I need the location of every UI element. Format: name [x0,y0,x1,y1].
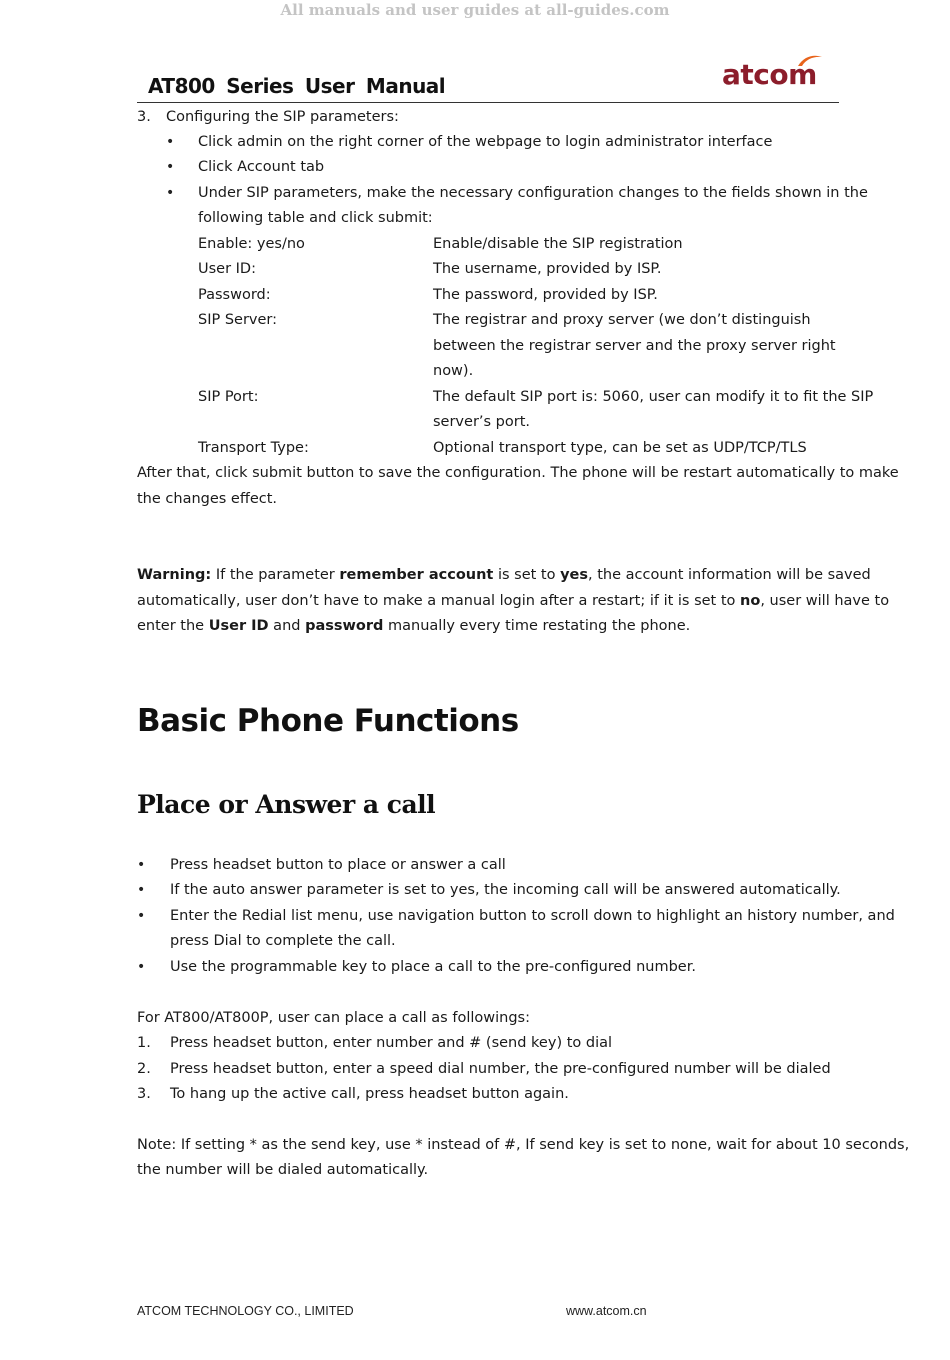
logo-swoosh-icon [796,54,824,68]
after-text: the changes effect. [137,491,278,507]
step-text: Press headset button, enter number and # (send key) to dial [170,1035,613,1051]
footer-company: ATCOM TECHNOLOGY CO., LIMITED [137,1304,354,1318]
step-text: To hang up the active call, press headset button again. [170,1086,569,1102]
param-desc: Optional transport type, can be set as UDP/TCP/TLS [433,440,807,456]
watermark-text: All manuals and user guides at all-guides.com [280,1,670,19]
bullet-icon: • [166,185,175,201]
sip-bullet-text: Under SIP parameters, make the necessary configuration changes to the fields shown in the [198,185,868,201]
param-desc: The username, provided by ISP. [433,261,662,277]
note-text: the number will be dialed automatically. [137,1162,429,1178]
param-label: SIP Port: [198,389,259,405]
call-bullet-text: Use the programmable key to place a call to the pre-configured number. [170,959,696,975]
param-desc: The registrar and proxy server (we don’t distinguish [433,312,811,328]
bullet-icon: • [137,882,146,898]
warning-label: Warning: [137,567,212,583]
sip-bullet-text: Click Account tab [198,159,325,175]
param-desc: between the registrar server and the proxy server right [433,338,836,354]
bullet-icon: • [166,159,175,175]
step-number: 3. [137,109,151,125]
call-bullet-text: press Dial to complete the call. [170,933,396,949]
place-intro: For AT800/AT800P, user can place a call as followings: [137,1010,530,1026]
call-bullet-text: If the auto answer parameter is set to yes, the incoming call will be answered automatically. [170,882,841,898]
bullet-icon: • [137,908,146,924]
param-label: Password: [198,287,271,303]
warning-line: automatically, user don’t have to make a manual login after a restart; if it is set to no, user will have to [137,593,890,609]
call-bullet-text: Press headset button to place or answer a call [170,857,506,873]
manual-title: AT800 Series User Manual [148,74,446,98]
step-number: 3. [137,1086,151,1102]
atcom-logo [722,54,826,90]
param-label: SIP Server: [198,312,278,328]
footer-website: www.atcom.cn [566,1304,647,1318]
bullet-icon: • [137,959,146,975]
step-number: 1. [137,1035,151,1051]
step-title: Configuring the SIP parameters: [166,109,399,125]
call-bullet-text: Enter the Redial list menu, use navigation button to scroll down to highlight an history number, and [170,908,895,924]
header-divider [137,102,839,103]
param-label: User ID: [198,261,256,277]
sip-bullet-text: following table and click submit: [198,210,433,226]
sip-bullet-text: Click admin on the right corner of the webpage to login administrator interface [198,134,773,150]
param-desc: server’s port. [433,414,531,430]
param-label: Enable: yes/no [198,236,305,252]
step-text: Press headset button, enter a speed dial number, the pre-configured number will be dialed [170,1061,831,1077]
param-desc: The default SIP port is: 5060, user can modify it to fit the SIP [433,389,874,405]
param-desc: Enable/disable the SIP registration [433,236,683,252]
param-desc: now). [433,363,474,379]
bullet-icon: • [166,134,175,150]
after-text: After that, click submit button to save the configuration. The phone will be restart automatically to make [137,465,899,481]
step-number: 2. [137,1061,151,1077]
section-heading: Basic Phone Functions [137,703,519,739]
logo-wordmark: atcom [722,58,817,91]
param-desc: The password, provided by ISP. [433,287,658,303]
param-label: Transport Type: [198,440,309,456]
bullet-icon: • [137,857,146,873]
warning-line: Warning: If the parameter remember account is set to yes, the account information will be saved [137,567,871,583]
note-text: Note: If setting * as the send key, use * instead of #, If send key is set to none, wait for about 10 seconds, [137,1137,910,1153]
subsection-heading: Place or Answer a call [137,790,436,819]
warning-line: enter the User ID and password manually every time restating the phone. [137,618,691,634]
